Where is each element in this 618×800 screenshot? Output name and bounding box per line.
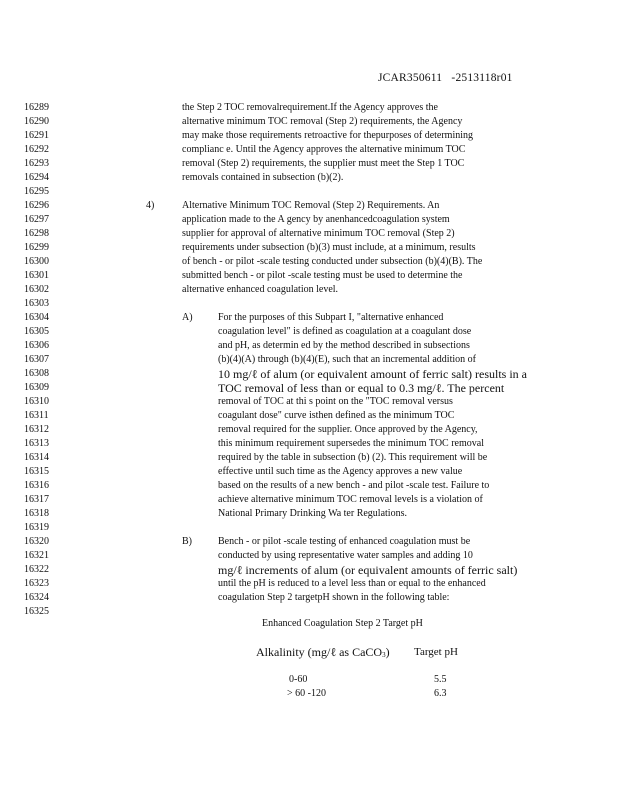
text-line: achieve alternative minimum TOC removal levels is a violation of <box>218 494 483 505</box>
line-number: 16320 <box>24 536 49 547</box>
line-number: 16291 <box>24 130 49 141</box>
text-line: supplier for approval of alternative minimum TOC removal (Step 2) <box>182 228 455 239</box>
text-line: and pH, as determin ed by the method described in subsections <box>218 340 470 351</box>
line-number: 16306 <box>24 340 49 351</box>
line-number: 16290 <box>24 116 49 127</box>
table-caption: Enhanced Coagulation Step 2 Target pH <box>262 618 423 629</box>
line-number: 16294 <box>24 172 49 183</box>
text-line: For the purposes of this Subpart I, "alternative enhanced <box>218 312 444 323</box>
text-line: complianc e. Until the Agency approves the alternative minimum TOC <box>182 144 466 155</box>
text-line: this minimum requirement supersedes the minimum TOC removal <box>218 438 484 449</box>
line-number: 16317 <box>24 494 49 505</box>
line-number: 16324 <box>24 592 49 603</box>
line-number: 16293 <box>24 158 49 169</box>
text-line: conducted by using representative water samples and adding 10 <box>218 550 473 561</box>
section-marker: 4) <box>146 200 155 211</box>
text-line: 10 mg/ℓ of alum (or equivalent amount of ferric salt) results in a <box>218 367 527 381</box>
text-line: based on the results of a new bench - and pilot -scale test. Failure to <box>218 480 490 491</box>
text-line: Alternative Minimum TOC Removal (Step 2) Requirements. An <box>182 200 440 211</box>
table-cell-target-ph: 6.3 <box>434 688 447 699</box>
line-number: 16298 <box>24 228 49 239</box>
column-header-end: ) <box>385 645 390 659</box>
text-line: of bench - or pilot -scale testing conducted under subsection (b)(4)(B). The <box>182 256 483 267</box>
item-marker: A) <box>182 312 193 323</box>
line-number: 16309 <box>24 382 49 393</box>
line-number: 16319 <box>24 522 49 533</box>
text-line: may make those requirements retroactive for thepurposes of determining <box>182 130 474 141</box>
line-number: 16321 <box>24 550 49 561</box>
text-line: coagulation level" is defined as coagulation at a coagulant dose <box>218 326 472 337</box>
text-line: alternative minimum TOC removal (Step 2) requirements, the Agency <box>182 116 463 127</box>
line-number: 16292 <box>24 144 49 155</box>
line-number: 16316 <box>24 480 49 491</box>
line-number: 16313 <box>24 438 49 449</box>
line-number: 16303 <box>24 298 49 309</box>
column-header-target-ph: Target pH <box>414 646 458 658</box>
line-number: 16308 <box>24 368 49 379</box>
line-number: 16312 <box>24 424 49 435</box>
table-cell-alkalinity: 0-60 <box>289 674 308 685</box>
table-cell-target-ph: 5.5 <box>434 674 447 685</box>
text-line: coagulation Step 2 targetpH shown in the following table: <box>218 592 450 603</box>
line-number: 16315 <box>24 466 49 477</box>
text-line: TOC removal of less than or equal to 0.3 mg/ℓ. The percent <box>218 381 505 395</box>
column-header-alkalinity <box>256 646 390 659</box>
line-number: 16304 <box>24 312 49 323</box>
text-line: coagulant dose" curve isthen defined as the minimum TOC <box>218 410 455 421</box>
line-number: 16322 <box>24 564 49 575</box>
item-marker: B) <box>182 536 192 547</box>
line-number: 16301 <box>24 270 49 281</box>
column-header-text: Alkalinity (mg/ℓ as CaCO <box>256 645 383 659</box>
line-number: 16299 <box>24 242 49 253</box>
text-line: requirements under subsection (b)(3) must include, at a minimum, results <box>182 242 476 253</box>
text-line: removal required for the supplier. Once approved by the Agency, <box>218 424 478 435</box>
line-number: 16323 <box>24 578 49 589</box>
line-number: 16305 <box>24 326 49 337</box>
text-line: the Step 2 TOC removalrequirement.If the Agency approves the <box>182 102 438 113</box>
text-line: required by the table in subsection (b) (2). This requirement will be <box>218 452 488 463</box>
text-line: submitted bench - or pilot -scale testing must be used to determine the <box>182 270 463 281</box>
line-number: 16311 <box>24 410 49 421</box>
text-line: Bench - or pilot -scale testing of enhanced coagulation must be <box>218 536 471 547</box>
table-cell-alkalinity: > 60 -120 <box>287 688 326 699</box>
text-line: National Primary Drinking Wa ter Regulations. <box>218 508 407 519</box>
text-line: alternative enhanced coagulation level. <box>182 284 339 295</box>
line-number: 16289 <box>24 102 49 113</box>
line-number: 16300 <box>24 256 49 267</box>
line-number: 16314 <box>24 452 49 463</box>
line-number: 16325 <box>24 606 49 617</box>
text-line: (b)(4)(A) through (b)(4)(E), such that an incremental addition of <box>218 354 476 365</box>
text-line: removal (Step 2) requirements, the supplier must meet the Step 1 TOC <box>182 158 465 169</box>
text-line: application made to the A gency by anenhancedcoagulation system <box>182 214 450 225</box>
text-line: removals contained in subsection (b)(2). <box>182 172 344 183</box>
line-number: 16318 <box>24 508 49 519</box>
line-number: 16302 <box>24 284 49 295</box>
text-line: until the pH is reduced to a level less than or equal to the enhanced <box>218 578 486 589</box>
text-line: mg/ℓ increments of alum (or equivalent amounts of ferric salt) <box>218 563 518 577</box>
text-line: effective until such time as the Agency approves a new value <box>218 466 463 477</box>
line-number: 16310 <box>24 396 49 407</box>
document-id: JCAR350611 -2513118r01 <box>378 72 513 84</box>
text-line: removal of TOC at thi s point on the "TOC removal versus <box>218 396 453 407</box>
subscript: 3 <box>382 651 386 659</box>
line-number: 16307 <box>24 354 49 365</box>
line-number: 16296 <box>24 200 49 211</box>
line-number: 16297 <box>24 214 49 225</box>
line-number: 16295 <box>24 186 49 197</box>
